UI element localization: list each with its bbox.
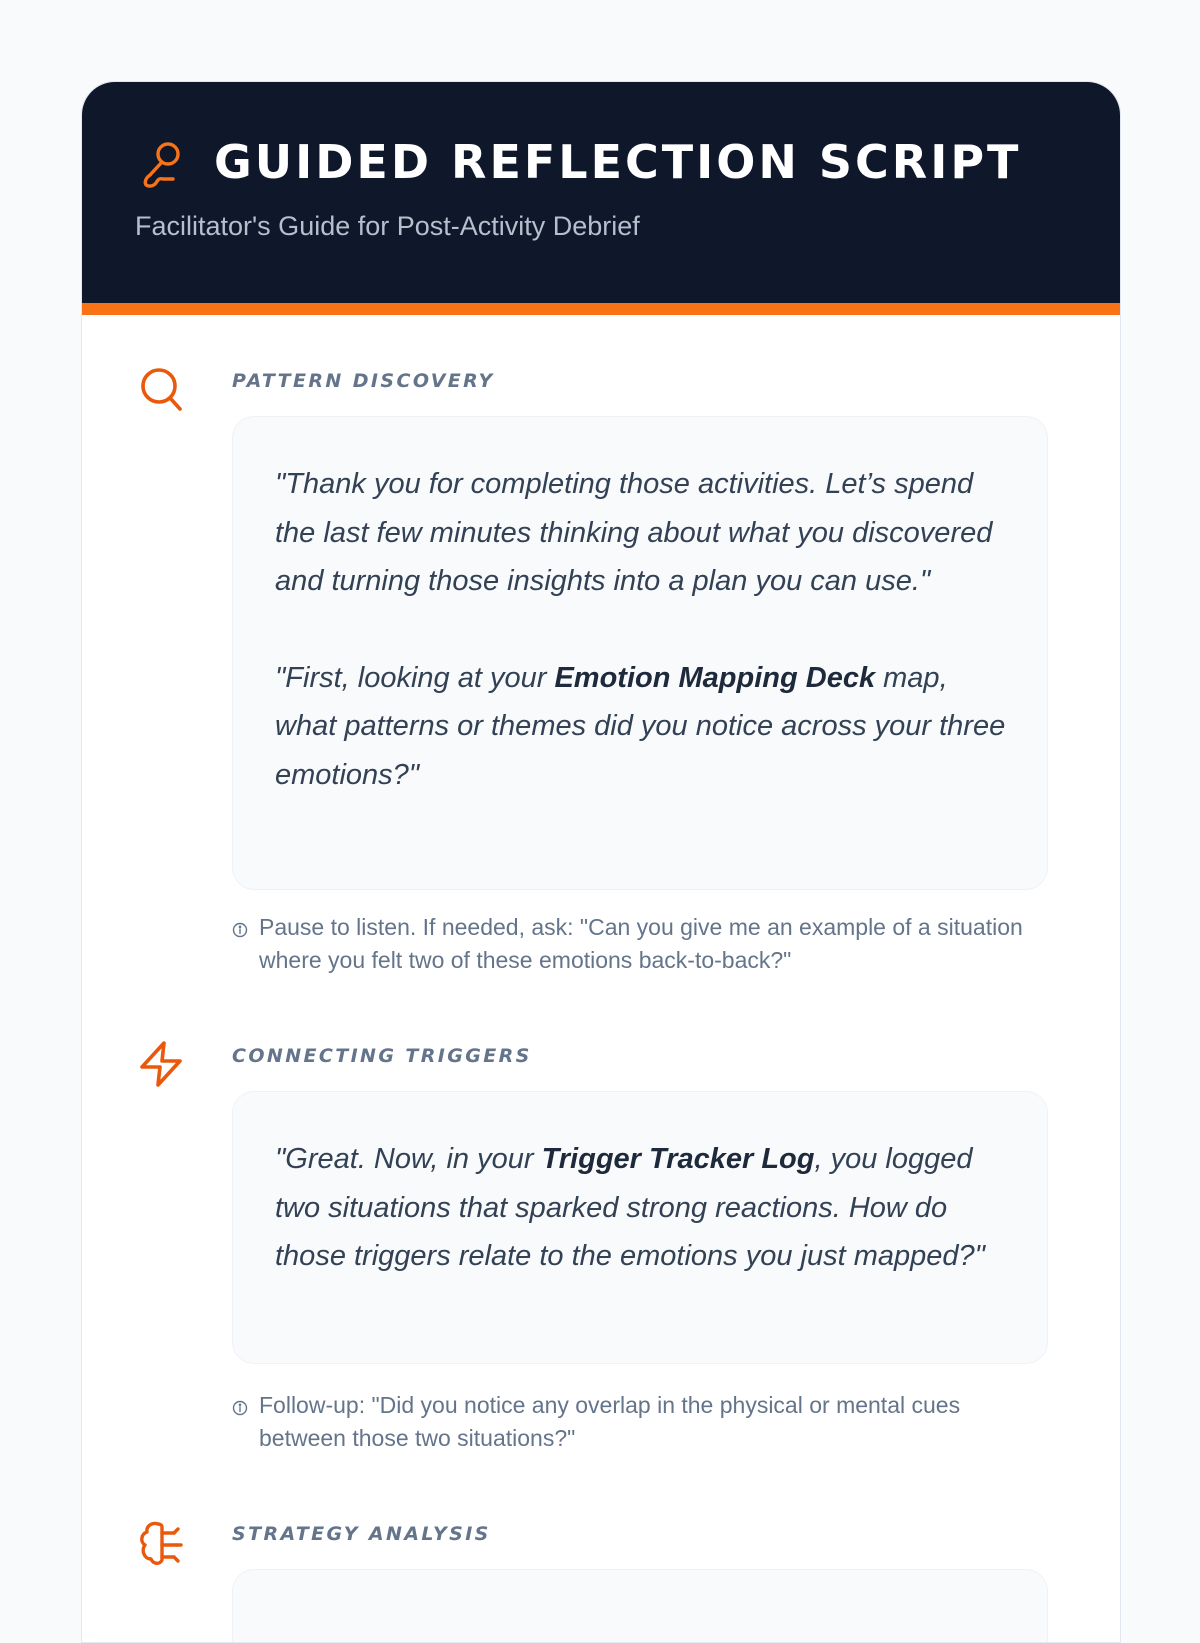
microphone-icon <box>140 139 184 189</box>
script-quote: "First, looking at your Emotion Mapping Deck map, what patterns or themes did you notice across your three emotions?" <box>275 661 1006 791</box>
page-title: GUIDED REFLECTION SCRIPT <box>214 135 1022 189</box>
script-quote: "Thank you for completing those activities. Let’s spend the last few minutes thinking about what you discovered and turning those insights into a plan you can use." <box>275 468 993 597</box>
quote-box-pattern-discovery <box>232 416 1048 890</box>
facilitator-note: Follow-up: "Did you notice any overlap in the physical or mental cues between those two situations?" <box>232 1389 1048 1455</box>
section-label-connecting-triggers: CONNECTING TRIGGERS <box>232 1045 532 1067</box>
activity-name: Trigger Tracker Log <box>541 1143 815 1175</box>
script-quote: "Great. Now, in your Trigger Tracker Log, you logged two situations that sparked strong reactions. How do those triggers relate to the emotions you just mapped?" <box>275 1143 985 1272</box>
info-icon <box>232 1400 248 1416</box>
info-icon <box>232 922 248 938</box>
quote-box-connecting-triggers <box>232 1091 1048 1364</box>
page-subtitle: Facilitator's Guide for Post-Activity Debrief <box>135 211 640 241</box>
section-label-strategy-analysis: STRATEGY ANALYSIS <box>232 1523 491 1545</box>
facilitator-note: Pause to listen. If needed, ask: "Can you give me an example of a situation where you felt two of these emotions back-to-back?" <box>232 911 1048 977</box>
brain-icon <box>138 1519 184 1567</box>
lightning-icon <box>138 1040 184 1088</box>
activity-name: Emotion Mapping Deck <box>554 661 876 694</box>
search-icon <box>138 366 184 414</box>
quote-box-strategy-analysis <box>232 1569 1048 1643</box>
section-label-pattern-discovery: PATTERN DISCOVERY <box>232 370 495 392</box>
reflection-script-card <box>81 81 1121 1643</box>
header <box>82 82 1120 303</box>
header-accent-bar <box>82 303 1120 315</box>
